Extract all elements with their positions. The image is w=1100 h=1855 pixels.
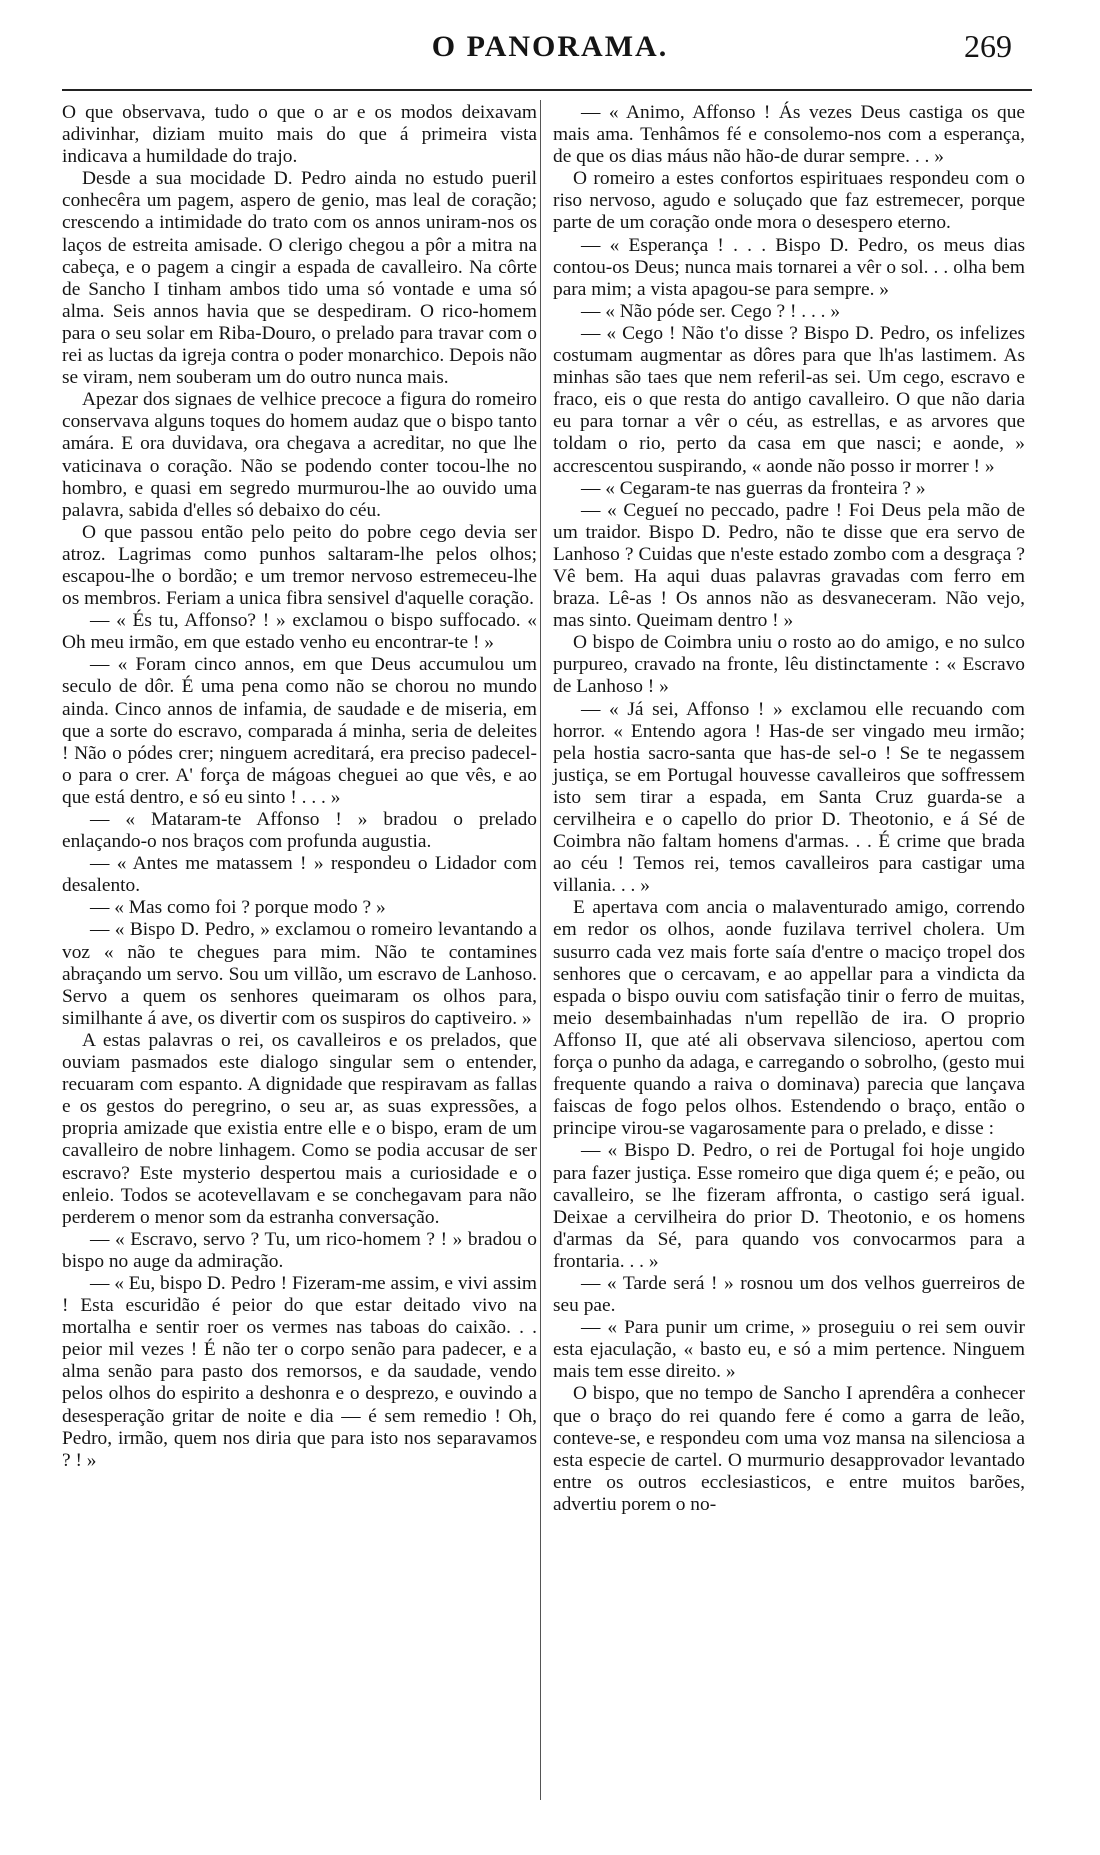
paragraph: E apertava com ancia o malaventurado amigo, correndo em redor os olhos, aonde fuzilava terrivel cholera. Um susurro cada vez mais forte saía d'entre o maciço tropel dos senhores que o cercavam, e ao appellar para a vindicta da espada o bispo ouviu com satisfação tinir o ferro de muitas, meio desembainhadas n'um repellão de ira. O proprio Affonso II, que até ali observava silencioso, apertou com força o punho da adaga, e carregando o sobrolho, (gesto mui frequente quando a raiva o dominava) parecia que lançava faiscas de fogo pelos olhos. Estendendo o braço, então o principe virou-se vagarosamente para o prelado, e disse :: [553, 897, 1025, 1140]
paragraph: O romeiro a estes confortos espirituaes respondeu com o riso nervoso, agudo e soluçado que faz estremecer, porque parte de um coração onde mora o desespero eterno.: [553, 168, 1025, 234]
right-column: [553, 102, 1025, 1516]
dialogue-paragraph: — « Não póde ser. Cego ? ! . . . »: [581, 300, 841, 322]
dialogue-paragraph: — « Bispo D. Pedro, o rei de Portugal foi hoje ungido para fazer justiça. Esse romeiro que diga quem é; e peão, ou cavalleiro, se lhe fizeram affronta, o castigo será igual. Deixae a cervilheira do prior D. Theotonio, e os homens d'armas da Sé, para quando vos convocarmos para a frontaria. . . »: [553, 1140, 1025, 1272]
page-number: 269: [964, 28, 1012, 64]
paragraph: O que observava, tudo o que o ar e os modos deixavam adivinhar, diziam muito mais do que á primeira vista indicava a humildade do trajo.: [62, 102, 537, 168]
dialogue-paragraph: — « Mataram-te Affonso ! » bradou o prelado enlaçando-o nos braços com profunda augustia.: [62, 809, 537, 853]
column-separator: [540, 100, 541, 1800]
dialogue-paragraph: — « Animo, Affonso ! Ás vezes Deus castiga os que mais ama. Tenhâmos fé e consolemo-nos com a esperança, de que os dias máus não hão-de durar sempre. . . »: [553, 102, 1025, 168]
paragraph: O bispo, que no tempo de Sancho I aprendêra a conhecer que o braço do rei quando fere é como a garra de leão, conteve-se, e respondeu com uma voz mansa na silenciosa a esta especie de cartel. O murmurio desapprovador levantado entre os outros ecclesiasticos, e entre muitos barões, advertiu porem o no-: [553, 1383, 1025, 1515]
dialogue-paragraph: — « Mas como foi ? porque modo ? »: [90, 897, 386, 919]
dialogue-paragraph: — « Cegueí no peccado, padre ! Foi Deus pela mão de um traidor. Bispo D. Pedro, não te disse que era servo de Lanhoso ? Cuidas que n'este estado zombo com a desgraça ? Vê bem. Ha aqui duas palavras gravadas com ferro em braza. Lê-as ! Os annos não as desvaneceram. Não vejo, mas sinto. Queimam dentro ! »: [553, 499, 1025, 632]
paragraph: A estas palavras o rei, os cavalleiros e os prelados, que ouviam pasmados este dialogo singular sem o entender, recuaram com espanto. A dignidade que respiravam as fallas e os gestos do peregrino, o seu ar, as suas expressões, a propria amizade que existia entre elle e o bispo, eram de um cavalleiro de nobre linhagem. Como se podia accusar de ser escravo? Este mysterio despertou mais a curiosidade e o enleio. Todos se acotevellavam e se conchegavam para não perderem o menor som da estranha conversação.: [62, 1029, 537, 1228]
paragraph: Desde a sua mocidade D. Pedro ainda no estudo pueril conhecêra um pagem, aspero de genio, mas leal de coração; crescendo a intimidade do trato com os annos uniram-nos os laços de estreita amisade. O clerigo chegou a pôr a mitra na cabeça, e o pagem a cingir a espada de cavalleiro. Na côrte de Sancho I tinham ambos tido uma só vontade e uma só alma. Seis annos havia que se despediram. O rico-homem para o seu solar em Riba-Douro, o prelado para travar com o rei as luctas da igreja contra o poder monarchico. Depois não se viram, nem souberam um do outro nunca mais.: [62, 168, 537, 389]
dialogue-paragraph: — « Escravo, servo ? Tu, um rico-homem ? ! » bradou o bispo no auge da admiração.: [62, 1228, 537, 1272]
page-title: O PANORAMA.: [431, 30, 669, 63]
dialogue-paragraph: — « Bispo D. Pedro, » exclamou o romeiro levantando a voz « não te chegues para mim. Não te contamines abraçando um servo. Sou um villão, um escravo de Lanhoso. Servo a quem os senhores queimaram os olhos para, similhante á ave, os divertir com os suspiros do captiveiro. »: [62, 919, 537, 1029]
dialogue-paragraph: — « Eu, bispo D. Pedro ! Fizeram-me assim, e vivi assim ! Esta escuridão é peior do que estar deitado vivo na mortalha e sentir roer os vermes nas taboas do caixão. . . peior mil vezes ! É não ter o corpo senão para padecer, e a alma senão para pasto dos remorsos, e da saudade, vendo pelos olhos do espirito a deshonra e o desprezo, e ouvindo a desesperação gritar de noite e dia — é sem remedio ! Oh, Pedro, irmão, quem nos diria que para isto nos separavamos ? ! »: [62, 1272, 537, 1471]
paragraph: Apezar dos signaes de velhice precoce a figura do romeiro conservava alguns toques do homem audaz que o bispo tanto amára. E ora duvidava, ora chegava a acreditar, no que lhe vaticinava o coração. Não se podendo conter tocou-lhe no hombro, e quasi em segredo murmurou-lhe ao ouvido uma palavra, sabida d'elles só debaixo do céu.: [62, 389, 537, 521]
dialogue-paragraph: — « Para punir um crime, » proseguiu o rei sem ouvir esta ejaculação, « basto eu, e só a mim pertence. Ninguem mais tem esse direito. »: [553, 1317, 1025, 1383]
left-column: [62, 102, 537, 1472]
paragraph: O bispo de Coimbra uniu o rosto ao do amigo, e no sulco purpureo, cravado na fronte, lêu distinctamente : « Escravo de Lanhoso ! »: [553, 632, 1025, 698]
header-rule: [62, 89, 1032, 91]
paragraph: O que passou então pelo peito do pobre cego devia ser atroz. Lagrimas como punhos saltaram-lhe pelos olhos; escapou-lhe o bordão; e um tremor nervoso estremeceu-lhe os membros. Feriam a unica fibra sensivel d'aquelle coração.: [62, 521, 537, 610]
dialogue-paragraph: — « Antes me matassem ! » respondeu o Lidador com desalento.: [62, 853, 537, 897]
dialogue-paragraph: — « Tarde será ! » rosnou um dos velhos guerreiros de seu pae.: [553, 1272, 1025, 1317]
dialogue-paragraph: — « Foram cinco annos, em que Deus accumulou um seculo de dôr. É uma pena como não se chorou no mundo ainda. Cinco annos de infamia, de saudade e de miseria, em que a sorte do escravo, comparada á minha, seria de deleites ! Não o pódes crer; ninguem acreditará, era preciso padecel-o para o crer. A' força de mágoas cheguei ao que vês, e ao que está dentro, e só eu sinto ! . . . »: [62, 654, 537, 808]
dialogue-paragraph: — « És tu, Affonso? ! » exclamou o bispo suffocado. « Oh meu irmão, em que estado venho eu encontrar-te ! »: [62, 610, 537, 654]
dialogue-paragraph: — « Já sei, Affonso ! » exclamou elle recuando com horror. « Entendo agora ! Has-de ser vingado meu irmão; pela hostia sacro-santa que has-de sel-o ! Se te negassem justiça, se em Portugal houvesse cavalleiros que soffressem isto sem tirar a espada, em Santa Cruz guarda-se a cervilheira e o capello do prior D. Theotonio, e á Sé de Coimbra não faltam homens d'armas. . . É crime que brada ao céu ! Temos rei, temos cavalleiros para castigar uma villania. . . »: [553, 698, 1025, 897]
dialogue-paragraph: — « Cego ! Não t'o disse ? Bispo D. Pedro, os infelizes costumam augmentar as dôres para que lh'as lastimem. As minhas são taes que nem referil-as sei. Um cego, escravo e fraco, eis o que resta do antigo cavalleiro. O que não daria eu para tornar a vêr o céu, as estrellas, e as arvores que toldam o rio, perto da casa em que nasci; e aonde, » accrescentou suspirando, « aonde não posso ir morrer ! »: [553, 322, 1025, 477]
dialogue-paragraph: — « Esperança ! . . . Bispo D. Pedro, os meus dias contou-os Deus; nunca mais tornarei a vêr o sol. . . olha bem para mim; a vista apagou-se para sempre. »: [553, 234, 1025, 300]
dialogue-paragraph: — « Cegaram-te nas guerras da fronteira ? »: [581, 477, 926, 499]
